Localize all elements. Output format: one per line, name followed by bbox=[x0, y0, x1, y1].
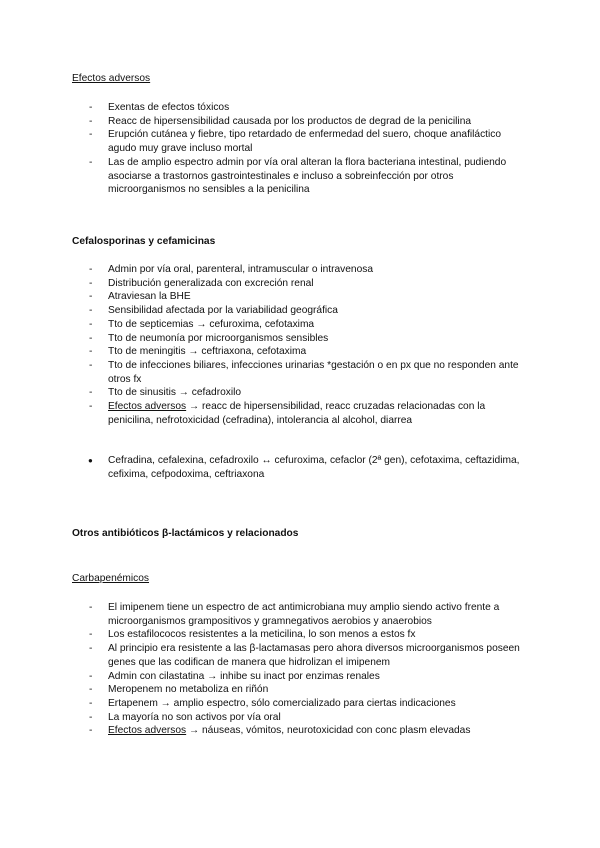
section-heading-efectos-adversos: Efectos adversos bbox=[72, 73, 151, 84]
list-item: - Admin con cilastatina → inhibe su inact por enzimas renales bbox=[72, 670, 532, 684]
list-item-efectos-adversos bbox=[72, 400, 532, 427]
list-item: - Exentas de efectos tóxicos bbox=[72, 101, 532, 115]
efectos-adversos-label: Efectos adversos bbox=[108, 725, 187, 737]
list-item: - Tto de infecciones biliares, infecciones urinarias *gestación o en px que no responden ante otros fx bbox=[72, 359, 532, 386]
list-item: - Las de amplio espectro admin por vía oral alteran la flora bacteriana intestinal, pudiendo asociarse a trastornos gastrointestinales e incluso a sobreinfección por otros microorganismos no sensibles a la penicilina bbox=[72, 156, 532, 197]
list-item: ● Cefradina, cefalexina, cefadroxilo ↔ cefuroxima, cefaclor (2ª gen), cefotaxima, ceftazidima, cefixima, cefpodoxima, ceftriaxona bbox=[72, 454, 532, 481]
section-heading-otros-antibioticos: Otros antibióticos β-lactámicos y relacionados bbox=[72, 528, 299, 539]
list-item-efectos-adversos bbox=[72, 724, 532, 738]
list-item: - Los estafilococos resistentes a la meticilina, lo son menos a estos fx bbox=[72, 628, 532, 642]
carbapenemicos-list bbox=[72, 601, 532, 738]
section-heading-carbapenemicos: Carbapenémicos bbox=[72, 573, 150, 584]
list-item: - Al principio era resistente a las β-lactamasas pero ahora diversos microorganismos poseen genes que las codifican de manera que hidrolizan el imipenem bbox=[72, 642, 532, 669]
list-item: - Tto de sinusitis → cefadroxilo bbox=[72, 386, 532, 400]
list-item: - El imipenem tiene un espectro de act antimicrobiana muy amplio siendo activo frente a microorganismos grampositivos y gramnegativos aerobios y anaerobios bbox=[72, 601, 532, 628]
section-heading-cefalosporinas: Cefalosporinas y cefamicinas bbox=[72, 236, 216, 247]
list-item: - Tto de neumonía por microorganismos sensibles bbox=[72, 332, 532, 346]
list-item: - Admin por vía oral, parenteral, intramuscular o intravenosa bbox=[72, 263, 532, 277]
list-item: - Reacc de hipersensibilidad causada por los productos de degrad de la penicilina bbox=[72, 115, 532, 129]
list-item: - Meropenem no metaboliza en riñón bbox=[72, 683, 532, 697]
efectos-adversos-list bbox=[72, 101, 532, 197]
list-item: - Tto de meningitis → ceftriaxona, cefotaxima bbox=[72, 345, 532, 359]
list-item: - La mayoría no son activos por vía oral bbox=[72, 711, 532, 725]
cefalosporinas-drug-list bbox=[72, 454, 532, 481]
list-item: - Ertapenem → amplio espectro, sólo comercializado para ciertas indicaciones bbox=[72, 697, 532, 711]
list-item: - Sensibilidad afectada por la variabilidad geográfica bbox=[72, 304, 532, 318]
list-item: - Erupción cutánea y fiebre, tipo retardado de enfermedad del suero, choque anafiláctico agudo muy grave incluso mortal bbox=[72, 128, 532, 155]
efectos-adversos-text: → náuseas, vómitos, neurotoxicidad con conc plasm elevadas bbox=[186, 725, 471, 737]
list-item: - Atraviesan la BHE bbox=[72, 290, 532, 304]
list-item: - Tto de septicemias → cefuroxima, cefotaxima bbox=[72, 318, 532, 332]
efectos-adversos-text: → reacc de hipersensibilidad, reacc cruzadas relacionadas con la penicilina, nefrotoxicidad (cefradina), intolerancia al alcohol, diarrea bbox=[108, 401, 486, 426]
efectos-adversos-label: Efectos adversos bbox=[108, 401, 187, 413]
list-item: - Distribución generalizada con excreción renal bbox=[72, 277, 532, 291]
cefalosporinas-list bbox=[72, 263, 532, 427]
